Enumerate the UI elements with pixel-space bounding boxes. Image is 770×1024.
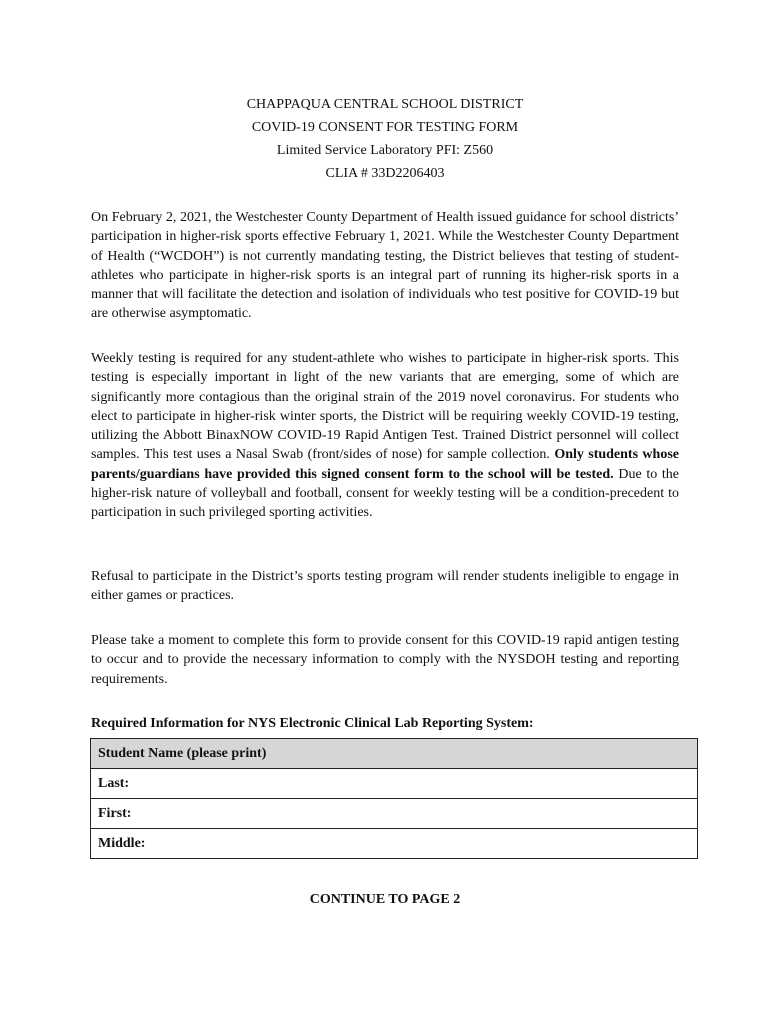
middle-name-field[interactable]: Middle: xyxy=(91,829,698,859)
student-name-table xyxy=(90,738,698,859)
paragraph-weekly-testing xyxy=(91,349,679,523)
table-row[interactable] xyxy=(91,799,698,829)
table-header-row xyxy=(91,739,698,769)
laboratory-pfi: Limited Service Laboratory PFI: Z560 xyxy=(276,143,494,158)
continue-note: CONTINUE TO PAGE 2 xyxy=(309,892,461,907)
table-row[interactable] xyxy=(91,829,698,859)
weekly-testing-text-2: Due to the higher-risk nature of volleyball and football, consent for weekly testing will be a condition-precedent to participation in such privileged sporting activities. xyxy=(91,466,679,521)
district-name: CHAPPAQUA CENTRAL SCHOOL DISTRICT xyxy=(246,97,524,112)
student-name-header: Student Name (please print) xyxy=(91,739,698,769)
clia-number: CLIA # 33D2206403 xyxy=(325,166,445,181)
consent-requirement-bold: Only students whose parents/guardians have provided this signed consent form to the school will be tested. xyxy=(91,447,679,482)
paragraph-refusal: Refusal to participate in the District’s sports testing program will render students ineligible to engage in either games or practices. xyxy=(91,569,679,604)
paragraph-instructions: Please take a moment to complete this form to provide consent for this COVID-19 rapid antigen testing to occur and to provide the necessary information to comply with the NYSDOH testing and reporting requirements. xyxy=(91,633,679,687)
last-name-field[interactable]: Last: xyxy=(91,769,698,799)
form-header xyxy=(0,93,770,185)
weekly-testing-text-1: Weekly testing is required for any student-athlete who wishes to participate in higher-risk sports. This testing is especially important in light of the new variants that are emerging, some of which are significantly more contagious than the original strain of the 2019 novel coronavirus. For students who elect to participate in higher-risk winter sports, the District will be requiring weekly COVID-19 testing, utilizing the Abbott BinaxNOW COVID-19 Rapid Antigen Test. Trained District personnel will collect samples. This test uses a Nasal Swab (front/sides of nose) for sample collection. xyxy=(91,351,679,463)
required-info-heading: Required Information for NYS Electronic Clinical Lab Reporting System: xyxy=(91,716,534,731)
form-title: COVID-19 CONSENT FOR TESTING FORM xyxy=(251,120,519,135)
first-name-field[interactable]: First: xyxy=(91,799,698,829)
paragraph-guidance: On February 2, 2021, the Westchester County Department of Health issued guidance for school districts’ participation in higher-risk sports effective February 1, 2021. While the Westchester County Department of Health (“WCDOH”) is not currently mandating testing, the District believes that testing of student-athletes who participate in higher-risk sports is an integral part of running its higher-risk sports in a manner that will facilitate the detection and isolation of individuals who test positive for COVID-19 but are otherwise asymptomatic. xyxy=(91,210,679,322)
table-row[interactable] xyxy=(91,769,698,799)
